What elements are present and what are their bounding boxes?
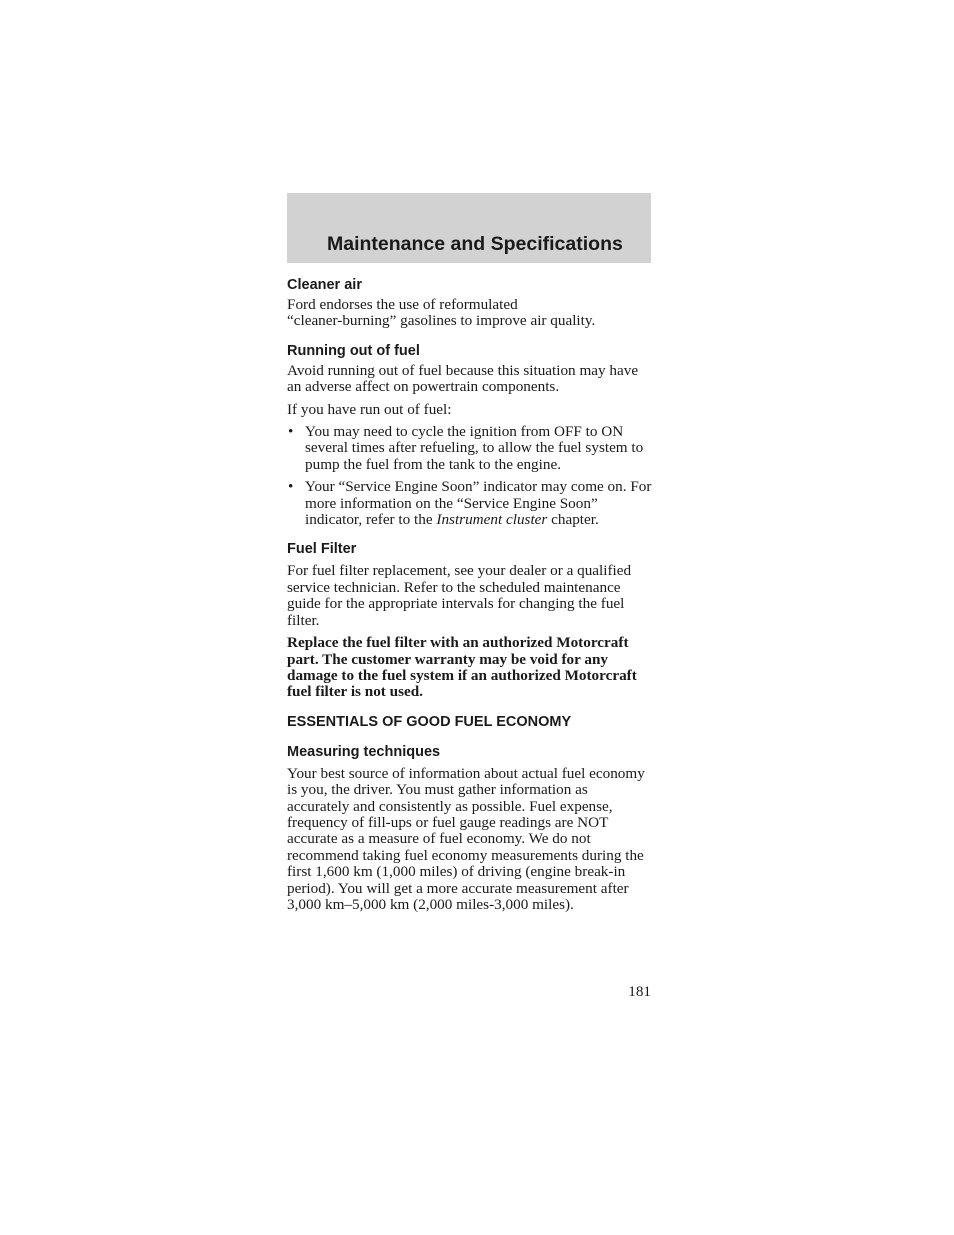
fuel-filter-warning: Replace the fuel filter with an authorized Motorcraft part. The customer warranty may be void for any damage to the fuel system if an authorized Motorcraft fuel filter is not used.	[287, 634, 637, 701]
running-out-heading: Running out of fuel	[287, 342, 420, 359]
running-out-paragraph: Avoid running out of fuel because this situation may have an adverse affect on powertrain components.	[287, 361, 639, 396]
cleaner-air-text-line1: Ford endorses the use of reformulated	[287, 296, 518, 313]
list-item-text: You may need to cycle the ignition from OFF to ON several times after refueling, to allow the fuel system to pump the fuel from the tank to the engine.	[305, 423, 644, 473]
cleaner-air-heading: Cleaner air	[287, 277, 362, 293]
list-item-text: Your “Service Engine Soon” indicator may come on. For more information on the “Service Engine Soon” indicator, refer to the	[305, 478, 652, 529]
section-header	[287, 193, 651, 263]
cleaner-air-text	[287, 297, 653, 330]
chapter-reference: Instrument cluster	[436, 511, 548, 529]
list-item	[287, 479, 653, 528]
running-out-list	[287, 424, 653, 528]
fuel-filter-heading: Fuel Filter	[287, 541, 357, 558]
measuring-heading: Measuring techniques	[287, 743, 441, 760]
list-item	[287, 424, 653, 473]
cleaner-air-text-line2: “cleaner-burning” gasolines to improve air quality.	[287, 312, 596, 330]
fuel-economy-heading: ESSENTIALS OF GOOD FUEL ECONOMY	[287, 713, 572, 730]
fuel-filter-paragraph: For fuel filter replacement, see your dealer or a qualified service technician. Refer to the scheduled maintenance guide for the appropriate intervals for changing the fuel filter.	[287, 562, 632, 629]
list-item-text-end: chapter.	[547, 511, 599, 529]
running-out-intro: If you have run out of fuel:	[287, 400, 452, 418]
page-content	[287, 276, 653, 913]
bullet-icon: •	[288, 423, 294, 441]
bullet-icon: •	[288, 478, 294, 496]
page-number: 181	[628, 983, 651, 1000]
section-title: Maintenance and Specifications	[327, 233, 623, 255]
measuring-paragraph: Your best source of information about actual fuel economy is you, the driver. You must gather information as accurately and consistently as possible. Fuel expense, frequency of fill-ups or fuel gauge readings are NOT accurate as a measure of fuel economy. We do not recommend taking fuel economy measurements during the first 1,600 km (1,000 miles) of driving (engine break-in period). You will get a more accurate measurement after 3,000 km–5,000 km (2,000 miles-3,000 miles).	[287, 764, 645, 913]
